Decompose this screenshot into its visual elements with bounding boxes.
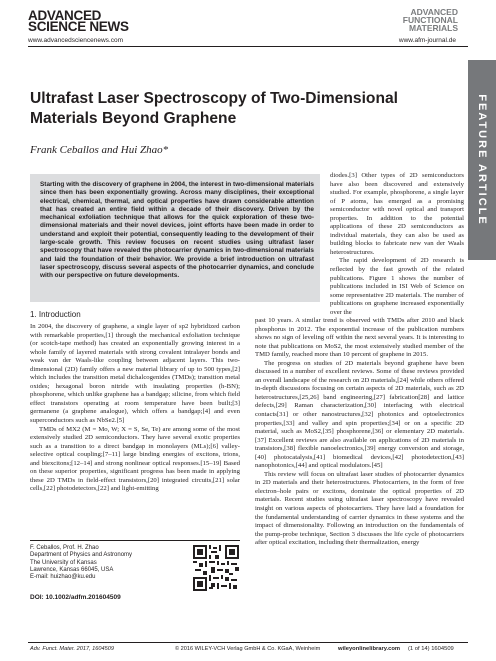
paragraph: past 10 years. A similar trend is observed with TMDs after 2010 and black phosphorus in 2012. The exponential increase of the publication numbers shows no sign of leveling off within the next several years. It is interesting to note that publications on MoS2, the most extensively studied member of the TMD family, reached more than 10 percent of graphene in 2015. — [255, 317, 464, 359]
footnote-divider — [30, 540, 240, 541]
logo-line: FUNCTIONAL — [402, 15, 458, 25]
department: Department of Physics and Astronomy — [30, 552, 133, 559]
logo-line: SCIENCE NEWS — [28, 19, 129, 34]
publisher-url[interactable]: www.advancedsciencenews.com — [28, 37, 124, 44]
header-divider — [28, 46, 468, 47]
logo-line: MATERIALS — [409, 23, 458, 33]
section-side-tab — [468, 60, 496, 260]
author-names: F. Ceballos, Prof. H. Zhao — [30, 545, 99, 551]
author-affiliation — [30, 545, 170, 581]
footer-citation: Adv. Funct. Mater. 2017, 1604509 — [30, 646, 114, 652]
page-number: (1 of 14) 1604509 — [408, 646, 454, 652]
article-authors: Frank Ceballos and Hui Zhao* — [30, 144, 169, 156]
footer-divider — [28, 642, 468, 643]
right-column — [255, 317, 464, 548]
paragraph: The rapid development of 2D research is reflected by the fast growth of the related publications. Figure 1 shows the number of publications included in ISI Web of Science on some representative 2D materials. The number of publications on graphene increased exponentially over the — [330, 257, 464, 316]
paragraph: The progress on studies of 2D materials beyond graphene have been discussed in a number of excellent reviews. Some of these reviews provided an overall landscape of the research on 2D materials,[24] while others offered in-depth discussions focusing on certain aspects of 2D materials, such as 2D heterostructures,[25,26] band engineering,[27] fabrication[28] and lattice defects,[29] Raman characterization,[30] interfacing with electrical contacts[31] or other nanostructures,[32] photonics and optoelectronics properties,[33] and valley and spin properties;[34] or on a specific 2D material, such as MoS2,[35] phosphorene,[36] or elementary 2D materials.[37] Excellent reviews are also available on applications of 2D materials in transistors,[38] flexible nanoelectronics,[39] energy conversion and storage,[40] photocatalysis,[41] biomedical devices,[42] photodetection,[43] nanophotonics,[44] and optical modulators.[45] — [255, 359, 464, 470]
journal-url[interactable]: www.afm-journal.de — [398, 37, 456, 44]
abstract-text: Starting with the discovery of graphene in 2004, the interest in two-dimensional materials since then has been exponentially growing. Across many disciplines, their exceptional electrical, chemical, thermal, and optical properties have drawn considerable attention that has created an entire field within a decade of their discovery. Driven by the mechanical exfoliation technique that allows for the quick exploration of these two-dimensional materials and their novel devices, joint efforts have been made in order to understand and exploit their potential, consequently leading to the development of their large-scale growth. This review focuses on recent studies using ultrafast laser spectroscopy that have revealed the photocarrier dynamics in two-dimensional materials and laid the foundation of their behavior. We provide a brief introduction on ultrafast laser spectroscopy, discuss several aspects of the photocarrier dynamics, and conclude with our perspective on future developments. — [40, 181, 314, 280]
address: Lawrence, Kansas 66045, USA — [30, 566, 114, 573]
journal-logo-left — [28, 10, 129, 32]
email[interactable]: E-mail: huizhao@ku.edu — [30, 574, 96, 581]
footer-copyright: © 2016 WILEY-VCH Verlag GmbH & Co. KGaA, Weinheim — [175, 646, 321, 652]
doi[interactable]: DOI: 10.1002/adfm.201604509 — [30, 594, 121, 601]
university: The University of Kansas — [30, 559, 97, 566]
paragraph: In 2004, the discovery of graphene, a single layer of sp2 hybridized carbon with remarkable properties,[1] through the mechanical exfoliation technique (or scotch-tape method) has created an exponentially growing interest in a whole family of layered materials with strong covalent intralayer bonds and weak van der Waals-like coupling between adjacent layers. This two-dimensional (2D) family offers a new material library of up to 500 types,[2] which includes the transition metal dichalcogenides (TMDs); transition metal oxides; hexagonal boron nitride with insulating properties (h-BN); phosphorene, which unlike graphene has a bandgap; silicine, from which field effect transistors operating at room temperature have been built;[3] germanene (a graphene analogue), which offers a bandgap;[4] and even superconductors such as NbSe2.[5] — [30, 323, 240, 425]
logo-line: ADVANCED — [410, 7, 458, 17]
right-top-column — [330, 172, 464, 317]
left-column — [30, 323, 240, 494]
paragraph: This review will focus on ultrafast laser studies of photocarrier dynamics in 2D materials and their heterostructures. Photocarriers, in the form of free electron–hole pairs or excitons, dominate the optical properties of 2D materials. Recent studies using ultrafast laser spectroscopy have revealed insight on various aspects of photocarriers. They have laid a foundation for the fundamental understanding of carrier dynamics in these systems and the impact of dimensionality. Following an introduction on the fundamentals of the pump-probe technique, Section 3 discusses the life cycle of photocarriers after optical excitation, including their thermalization, energy — [255, 470, 464, 547]
journal-logo-right — [403, 8, 458, 32]
paragraph: TMDs of MX2 (M = Mo, W; X = S, Se, Te) are among some of the most extensively studied 2D semiconductors. They have several exotic properties such as a transition to a direct bandgap in monolayers (MLs);[6] valley-selective optical coupling;[7–11] large binding energies of excitons, trions, and biexcitons;[12–14] and strong nonlinear optical responses.[15–19] Based on these superior properties, significant progress has been made in applying these 2D TMDs in field-effect transistors,[20] integrated circuits,[21] solar cells,[22] photodetectors,[22] and light-emitting — [30, 425, 240, 493]
side-tab-label: FEATURE ARTICLE — [476, 94, 488, 226]
article-title: Ultrafast Laser Spectroscopy of Two-Dimensional Materials Beyond Graphene — [30, 90, 398, 127]
footer-site-link[interactable]: wileyonlinelibrary.com — [338, 646, 401, 652]
qr-code-icon[interactable] — [193, 545, 239, 591]
section-heading: 1. Introduction — [30, 310, 81, 319]
paragraph: diodes.[3] Other types of 2D semiconductors have also been discovered and extensively studied. For example, phosphorene, a single layer of P atoms, has emerged as a promising semiconductor with novel optical and transport properties. In addition to the potential applications of these 2D semiconductors as individual materials, they can also be used as building blocks to fabricate new van der Waals heterostructures. — [330, 172, 464, 256]
logo-line: ADVANCED — [28, 8, 102, 23]
abstract-box — [30, 174, 320, 302]
